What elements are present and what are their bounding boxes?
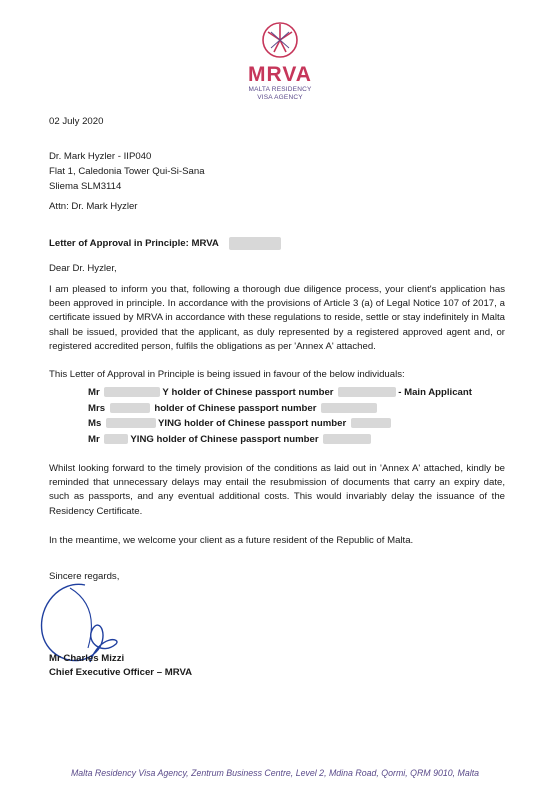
logo-wordmark: MRVA xyxy=(248,63,312,86)
recipient-line-1: Dr. Mark Hyzler - IIP040 xyxy=(49,151,152,162)
logo-subtitle-2: VISA AGENCY xyxy=(257,94,303,101)
individual-surname: YING xyxy=(158,418,182,429)
signer-title: Chief Executive Officer – MRVA xyxy=(49,667,193,678)
signer-name: Mr Charles Mizzi xyxy=(49,653,125,664)
individual-passport-text: holder of Chinese passport number xyxy=(184,418,347,429)
paragraph-approval: I am pleased to inform you that, following a thorough due diligence process, your client's application has been approved in principle. In accordance with the provisions of Article 3 (a) of Legal Notice 107 of 2017, a certificate issued by MRVA in accordance with these regulations to reside, settle or stay indefinitely in Malta shall be issued, provided that the applicant, as duly represented by a registered approved agent and, or registered accredited person, fulfils the obligations as per 'Annex A' attached. xyxy=(49,284,505,352)
redacted-passport xyxy=(321,403,377,413)
redacted-passport xyxy=(338,387,396,397)
individual-row-4 xyxy=(88,434,373,445)
letter-date: 02 July 2020 xyxy=(49,116,104,127)
letter-footer: Malta Residency Visa Agency, Zentrum Business Centre, Level 2, Mdina Road, Qormi, QRM 9010, Malta xyxy=(70,768,480,778)
attention-line: Attn: Dr. Mark Hyzler xyxy=(49,201,138,212)
individual-role: - Main Applicant xyxy=(398,387,472,398)
logo-subtitle-1: MALTA RESIDENCY xyxy=(248,86,312,93)
individual-passport-text: holder of Chinese passport number xyxy=(154,403,317,414)
redacted-name xyxy=(106,418,156,428)
individual-title: Ms xyxy=(88,418,102,429)
individual-surname: Y xyxy=(162,387,169,398)
individual-passport-text: holder of Chinese passport number xyxy=(171,387,334,398)
mrva-emblem-icon xyxy=(260,18,300,62)
redacted-reference xyxy=(229,237,281,250)
individual-title: Mr xyxy=(88,387,100,398)
individual-passport-text: holder of Chinese passport number xyxy=(156,434,319,445)
paragraph-individuals-intro: This Letter of Approval in Principle is being issued in favour of the below individuals: xyxy=(49,369,405,380)
salutation: Dear Dr. Hyzler, xyxy=(49,263,117,274)
individual-title: Mrs xyxy=(88,403,106,414)
recipient-line-2: Flat 1, Caledonia Tower Qui-Si-Sana xyxy=(49,166,205,177)
redacted-name xyxy=(104,434,128,444)
redacted-name xyxy=(110,403,150,413)
recipient-line-3: Sliema SLM3114 xyxy=(49,181,122,192)
redacted-passport xyxy=(323,434,371,444)
closing: Sincere regards, xyxy=(49,571,120,582)
individual-row-3 xyxy=(88,418,393,429)
redacted-name xyxy=(104,387,160,397)
individual-row-1 xyxy=(88,387,472,398)
individual-row-2 xyxy=(88,403,379,414)
redacted-passport xyxy=(351,418,391,428)
mrva-logo xyxy=(240,18,320,102)
paragraph-conditions: Whilst looking forward to the timely provision of the conditions as laid out in 'Annex A' attached, kindly be reminded that unnecessary delays may entail the resubmission of documents that carry an expiry date, such as passports, and any eventual additional costs. This would invariably delay the issuance of the Residency Certificate. xyxy=(49,463,505,517)
letter-subject: Letter of Approval in Principle: MRVA xyxy=(49,238,219,249)
individual-title: Mr xyxy=(88,434,100,445)
individual-surname: YING xyxy=(130,434,154,445)
paragraph-welcome: In the meantime, we welcome your client as a future resident of the Republic of Malta. xyxy=(49,535,414,546)
